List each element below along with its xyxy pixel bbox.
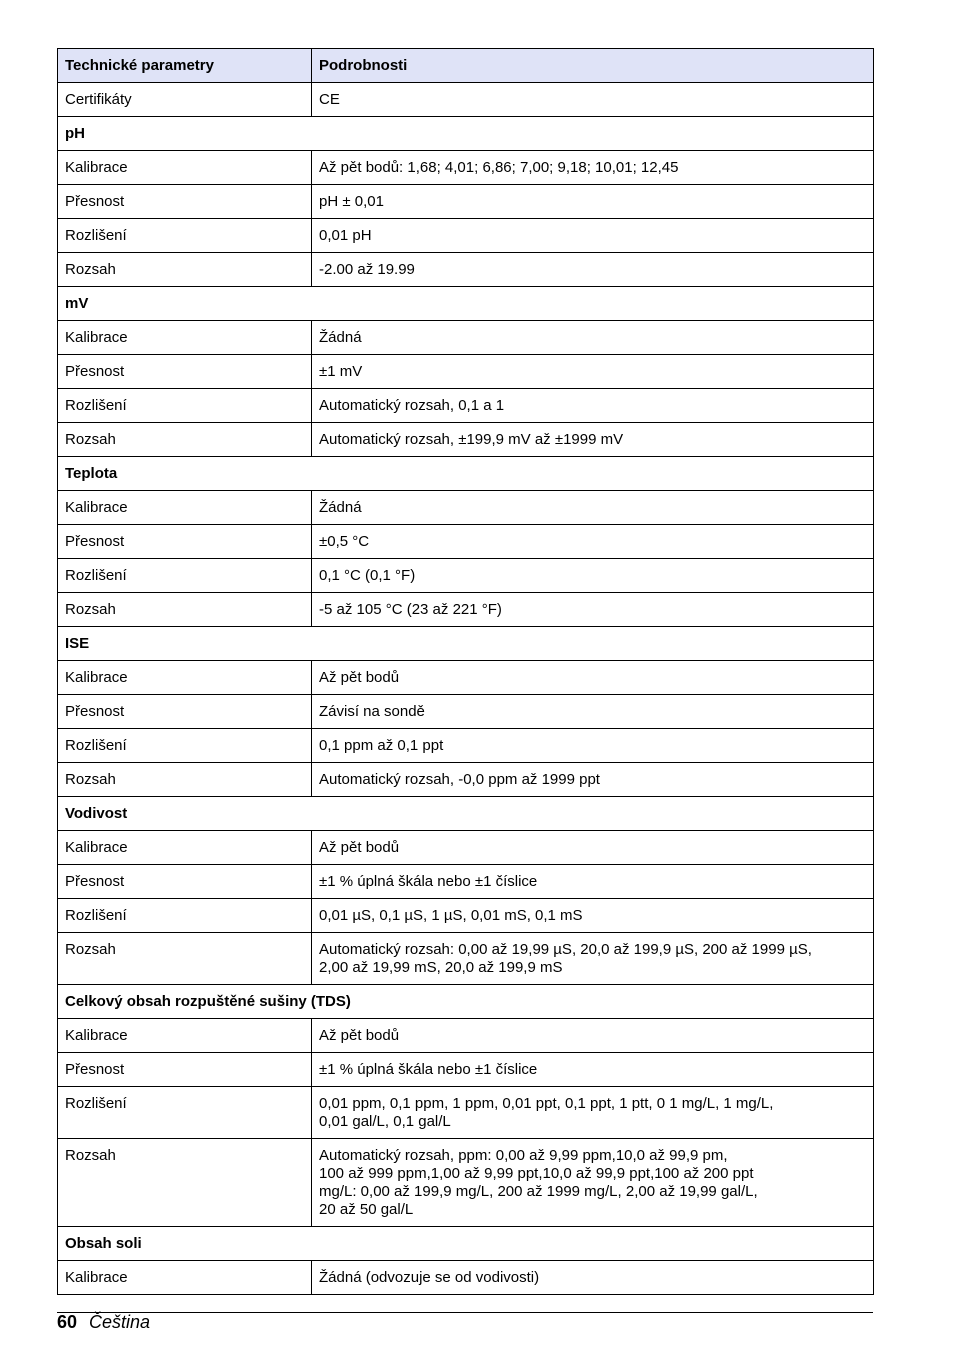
- parameter-value: -2.00 až 19.99: [312, 253, 874, 287]
- table-row: [58, 933, 874, 985]
- parameter-label: Rozlišení: [58, 219, 312, 253]
- parameter-label: Rozlišení: [58, 729, 312, 763]
- parameter-value: ±1 % úplná škála nebo ±1 číslice: [312, 1053, 874, 1087]
- table-section-row: [58, 117, 874, 151]
- table-row: [58, 1139, 874, 1227]
- table-row: [58, 83, 874, 117]
- parameter-value: ±1 mV: [312, 355, 874, 389]
- parameter-value: 0,01 pH: [312, 219, 874, 253]
- footer-divider: [57, 1312, 873, 1313]
- parameter-value: CE: [312, 83, 874, 117]
- parameter-value: 0,01 µS, 0,1 µS, 1 µS, 0,01 mS, 0,1 mS: [312, 899, 874, 933]
- section-title: Obsah soli: [58, 1227, 874, 1261]
- parameter-value: Až pět bodů: [312, 831, 874, 865]
- parameter-value: Závisí na sondě: [312, 695, 874, 729]
- parameter-label: Rozlišení: [58, 1087, 312, 1139]
- parameter-label: Rozsah: [58, 253, 312, 287]
- page-number: 60: [57, 1312, 78, 1332]
- parameter-value: 0,1 °C (0,1 °F): [312, 559, 874, 593]
- header-details: Podrobnosti: [312, 49, 874, 83]
- table-row: [58, 423, 874, 457]
- table-row: [58, 593, 874, 627]
- parameter-label: Přesnost: [58, 865, 312, 899]
- table-row: [58, 899, 874, 933]
- parameter-label: Rozsah: [58, 1139, 312, 1227]
- table-row: [58, 559, 874, 593]
- table-section-row: [58, 287, 874, 321]
- table-row: [58, 1261, 874, 1295]
- parameter-label: Přesnost: [58, 185, 312, 219]
- parameter-label: Kalibrace: [58, 321, 312, 355]
- table-row: [58, 695, 874, 729]
- section-title: Teplota: [58, 457, 874, 491]
- page-language: Čeština: [89, 1312, 151, 1332]
- table-row: [58, 831, 874, 865]
- table-row: [58, 1087, 874, 1139]
- parameter-label: Rozlišení: [58, 389, 312, 423]
- parameter-value: -5 až 105 °C (23 až 221 °F): [312, 593, 874, 627]
- parameter-value: 0,01 ppm, 0,1 ppm, 1 ppm, 0,01 ppt, 0,1 ppt, 1 ptt, 0 1 mg/L, 1 mg/L, 0,01 gal/L, 0,1 gal/L: [312, 1087, 874, 1139]
- table-row: [58, 1019, 874, 1053]
- parameter-value: ±0,5 °C: [312, 525, 874, 559]
- page-footer: [57, 1312, 150, 1332]
- parameter-label: Rozsah: [58, 933, 312, 985]
- parameter-value: Žádná: [312, 491, 874, 525]
- parameter-value: Až pět bodů: [312, 1019, 874, 1053]
- parameter-value: Až pět bodů: [312, 661, 874, 695]
- table-row: [58, 763, 874, 797]
- table-header-row: [58, 49, 874, 83]
- table-section-row: [58, 627, 874, 661]
- section-title: Vodivost: [58, 797, 874, 831]
- section-title: ISE: [58, 627, 874, 661]
- table-section-row: [58, 985, 874, 1019]
- section-title: Celkový obsah rozpuštěné sušiny (TDS): [58, 985, 874, 1019]
- parameter-value: pH ± 0,01: [312, 185, 874, 219]
- table-row: [58, 219, 874, 253]
- table-row: [58, 253, 874, 287]
- table-section-row: [58, 457, 874, 491]
- parameter-value: Automatický rozsah, 0,1 a 1: [312, 389, 874, 423]
- parameter-label: Kalibrace: [58, 661, 312, 695]
- parameter-value: Žádná: [312, 321, 874, 355]
- parameter-label: Kalibrace: [58, 491, 312, 525]
- spec-table: [57, 48, 874, 1295]
- parameter-value: ±1 % úplná škála nebo ±1 číslice: [312, 865, 874, 899]
- table-row: [58, 729, 874, 763]
- parameter-label: Přesnost: [58, 695, 312, 729]
- parameter-label: Certifikáty: [58, 83, 312, 117]
- table-row: [58, 865, 874, 899]
- parameter-label: Kalibrace: [58, 151, 312, 185]
- parameter-value: Automatický rozsah, ppm: 0,00 až 9,99 ppm,10,0 až 99,9 pm, 100 až 999 ppm,1,00 až 9,99 ppt,10,0 až 99,9 ppt,100 až 200 ppt mg/L: 0,00 až 199,9 mg/L, 200 až 1999 mg/L, 2,00 až 19,99 gal/L, 20 až 50 gal/L: [312, 1139, 874, 1227]
- parameter-label: Kalibrace: [58, 831, 312, 865]
- parameter-value: Automatický rozsah: 0,00 až 19,99 µS, 20,0 až 199,9 µS, 200 až 1999 µS, 2,00 až 19,99 mS, 20,0 až 199,9 mS: [312, 933, 874, 985]
- spec-table-body: [58, 83, 874, 1295]
- table-row: [58, 321, 874, 355]
- table-row: [58, 389, 874, 423]
- parameter-label: Kalibrace: [58, 1261, 312, 1295]
- table-row: [58, 1053, 874, 1087]
- parameter-label: Rozlišení: [58, 559, 312, 593]
- parameter-value: Automatický rozsah, ±199,9 mV až ±1999 mV: [312, 423, 874, 457]
- table-section-row: [58, 797, 874, 831]
- parameter-value: Až pět bodů: 1,68; 4,01; 6,86; 7,00; 9,18; 10,01; 12,45: [312, 151, 874, 185]
- parameter-label: Přesnost: [58, 525, 312, 559]
- parameter-label: Přesnost: [58, 1053, 312, 1087]
- parameter-value: Automatický rozsah, -0,0 ppm až 1999 ppt: [312, 763, 874, 797]
- parameter-label: Rozsah: [58, 593, 312, 627]
- section-title: mV: [58, 287, 874, 321]
- parameter-label: Rozsah: [58, 423, 312, 457]
- parameter-label: Přesnost: [58, 355, 312, 389]
- parameter-label: Kalibrace: [58, 1019, 312, 1053]
- table-row: [58, 185, 874, 219]
- table-row: [58, 525, 874, 559]
- parameter-value: Žádná (odvozuje se od vodivosti): [312, 1261, 874, 1295]
- table-row: [58, 491, 874, 525]
- table-row: [58, 151, 874, 185]
- header-technical-parameters: Technické parametry: [58, 49, 312, 83]
- section-title: pH: [58, 117, 874, 151]
- table-row: [58, 661, 874, 695]
- parameter-label: Rozsah: [58, 763, 312, 797]
- parameter-value: 0,1 ppm až 0,1 ppt: [312, 729, 874, 763]
- table-section-row: [58, 1227, 874, 1261]
- parameter-label: Rozlišení: [58, 899, 312, 933]
- table-row: [58, 355, 874, 389]
